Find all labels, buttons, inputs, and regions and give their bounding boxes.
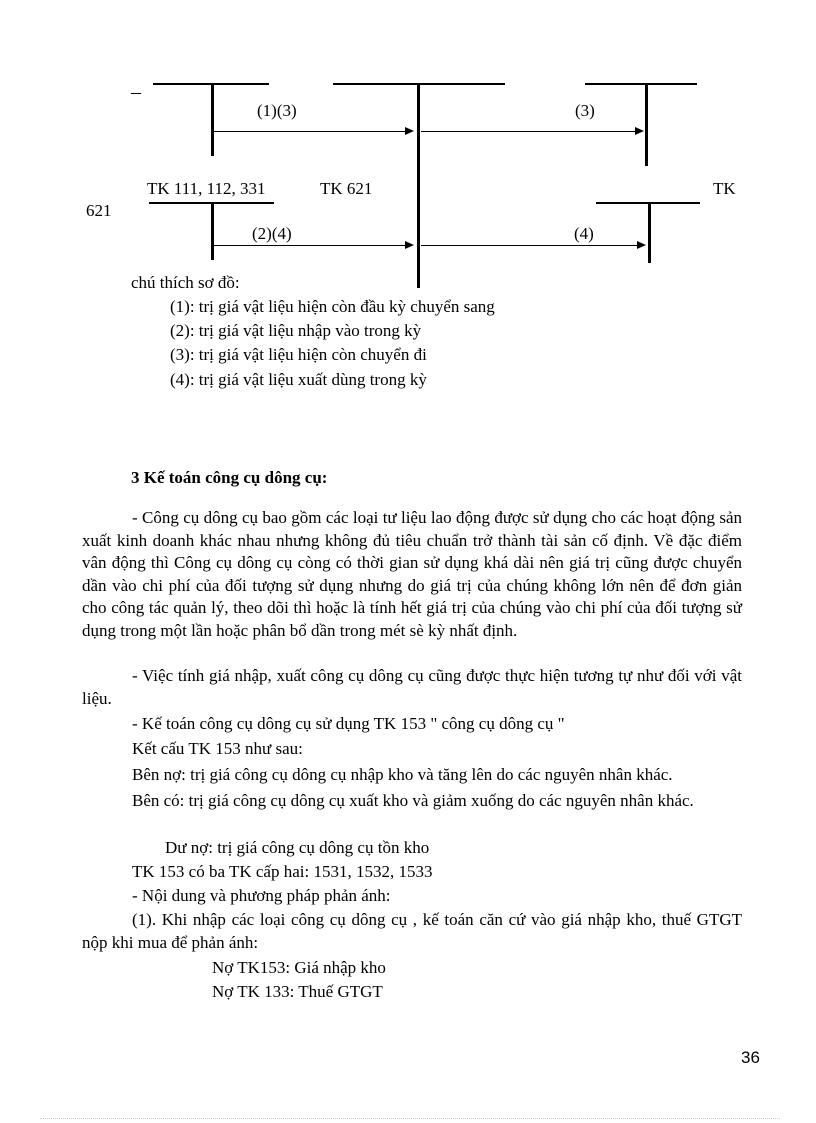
paragraph: Dư nợ: trị giá công cụ dông cụ tồn kho bbox=[165, 838, 430, 857]
arrow-2-4-line bbox=[213, 245, 406, 246]
paragraph: Bên có: trị giá công cụ dông cụ xuất kho và giảm xuống do các nguyên nhân khác. bbox=[132, 791, 694, 810]
legend-item: (4): trị giá vật liệu xuất dùng trong kỳ bbox=[170, 370, 427, 389]
arrow-1-3-line bbox=[213, 131, 406, 132]
t-account-bottom-right-vertical-line bbox=[648, 203, 651, 263]
diagram-dash: – bbox=[131, 81, 141, 103]
legend-title: chú thích sơ đồ: bbox=[131, 273, 240, 292]
t-account-right-vertical-line bbox=[645, 84, 648, 166]
arrow-4-head bbox=[637, 241, 646, 249]
t-account-right-top-line bbox=[585, 83, 697, 85]
arrow-2-4-head bbox=[405, 241, 414, 249]
arrow-3-line bbox=[421, 131, 636, 132]
legend-item: (2): trị giá vật liệu nhập vào trong kỳ bbox=[170, 321, 422, 340]
arrow-label-2-4: (2)(4) bbox=[252, 224, 292, 243]
account-label-middle: TK 621 bbox=[320, 179, 373, 198]
paragraph: TK 153 có ba TK cấp hai: 1531, 1532, 1533 bbox=[132, 862, 433, 881]
paragraph: Nợ TK 133: Thuế GTGT bbox=[212, 982, 383, 1001]
paragraph: - Công cụ dông cụ bao gồm các loại tư liệu lao động được sử dụng cho các hoạt động sản xuất kinh doanh khác nhau nhưng không đủ tiêu chuẩn trở thành tài sản cố định. Về đặc điểm vân động thì Công cụ dông cụ còng có thời gian sử dụng khá dài nên giá trị cũng được chuyển dần vào chi phí của đối tượng sử dụng nhưng do giá trị của chúng không lớn nên để đơn giản cho công tác quản lý, theo dõi thì hoặc là tính hết giá trị của chúng vào chi phí của đối tượng sử dụng trong một lần hoặc phân bổ dần trong mét sè kỳ nhất định. bbox=[82, 508, 742, 640]
account-label-left: TK 111, 112, 331 bbox=[147, 179, 266, 198]
paragraph: Bên nợ: trị giá công cụ dông cụ nhập kho và tăng lên do các nguyên nhân khác. bbox=[132, 765, 673, 784]
paragraph: Nợ TK153: Giá nhập kho bbox=[212, 958, 386, 977]
t-account-bottom-left-vertical-line bbox=[211, 203, 214, 260]
paragraph: Kết cấu TK 153 như sau: bbox=[132, 739, 303, 758]
arrow-3-head bbox=[635, 127, 644, 135]
t-account-middle-vertical-line bbox=[417, 84, 420, 288]
arrow-1-3-head bbox=[405, 127, 414, 135]
page-bottom-divider bbox=[40, 1118, 780, 1119]
paragraph: - Việc tính giá nhập, xuất công cụ dông cụ cũng được thực hiện tương tự như đối với vật liệu. bbox=[82, 666, 742, 708]
t-account-left-vertical-line bbox=[211, 84, 214, 156]
account-label-right: TK bbox=[713, 179, 736, 198]
arrow-label-1-3: (1)(3) bbox=[257, 101, 297, 120]
account-label-right-continued: 621 bbox=[86, 201, 112, 220]
paragraph: (1). Khi nhập các loại công cụ dông cụ , kế toán căn cứ vào giá nhập kho, thuế GTGT nộp khi mua để phản ánh: bbox=[82, 910, 742, 952]
arrow-4-line bbox=[421, 245, 638, 246]
section-heading: 3 Kế toán công cụ dông cụ: bbox=[131, 468, 328, 487]
page-number: 36 bbox=[741, 1048, 760, 1067]
legend-item: (1): trị giá vật liệu hiện còn đầu kỳ chuyển sang bbox=[170, 297, 495, 316]
paragraph: - Nội dung và phương pháp phản ánh: bbox=[132, 886, 391, 905]
paragraph: - Kế toán công cụ dông cụ sử dụng TK 153 " công cụ dông cụ " bbox=[132, 714, 565, 733]
arrow-label-4: (4) bbox=[574, 224, 594, 243]
arrow-label-3: (3) bbox=[575, 101, 595, 120]
legend-item: (3): trị giá vật liệu hiện còn chuyển đi bbox=[170, 345, 427, 364]
